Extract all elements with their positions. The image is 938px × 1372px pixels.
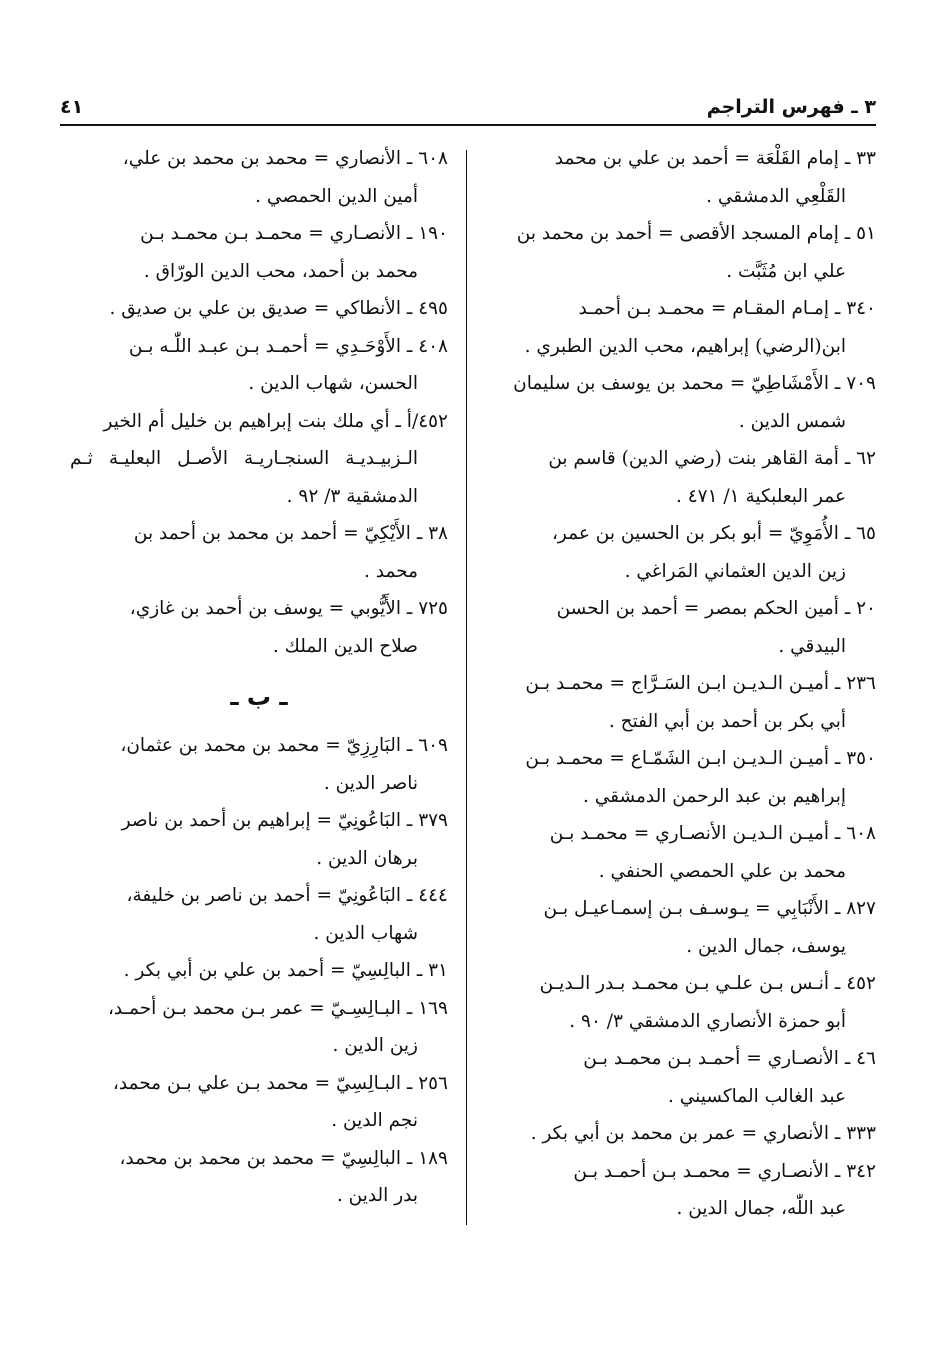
entry-continuation: الـزبيـديـة السنجـاريـة الأصـل البعليـة ثـم الدمشقية ٣/ ٩٢ .	[70, 448, 418, 507]
index-entry	[70, 515, 448, 590]
entry-continuation: علي ابن مُثَبَّت .	[726, 260, 846, 282]
entry-first-line: ٧٠٩ ـ الأَمْشَاطِيّ = محمد بن يوسف بن سليمان	[513, 373, 876, 394]
entry-continuation: إبراهيم بن عبد الرحمن الدمشقي .	[582, 785, 846, 807]
right-column	[498, 140, 876, 1228]
index-entry	[498, 965, 876, 1040]
entry-continuation: عبد الغالب الماكسيني .	[668, 1085, 846, 1107]
entry-continuation: نجم الدين .	[331, 1110, 418, 1131]
entry-continuation: الحسن، شهاب الدين .	[248, 373, 418, 394]
index-entry	[498, 815, 876, 890]
entry-first-line: ٤٦ ـ الأنصـاري = أحمـد بـن محمـد بـن	[583, 1048, 876, 1069]
index-entry	[498, 290, 876, 365]
entry-first-line: ٣٧٩ ـ البَاعُونِيّ = إبراهيم بن أحمد بن ناصر	[121, 810, 448, 831]
index-entry	[498, 515, 876, 590]
header-rule	[60, 124, 876, 126]
index-entry	[70, 1140, 448, 1215]
index-entry	[70, 290, 448, 328]
entry-first-line: ٢٣٦ ـ أميـن الـديـن ابـن السَـرَّاج = محمـد بـن	[525, 673, 876, 694]
index-entry	[498, 740, 876, 815]
index-entry	[498, 440, 876, 515]
entry-first-line: ٣٤٠ ـ إمـام المقـام = محمـد بـن أحمـد	[578, 298, 876, 319]
entry-continuation: القَلْعِي الدمشقي .	[706, 185, 846, 207]
entry-first-line: ٣٨ ـ الأَيْكِيّ = أحمد بن محمد بن أحمد بن	[133, 523, 448, 544]
index-entry	[70, 328, 448, 403]
entry-continuation: ناصر الدين .	[323, 772, 418, 794]
entry-first-line: ١٨٩ ـ البالِسِيّ = محمد بن محمد بن محمد،	[119, 1147, 448, 1169]
entry-continuation: زين الدين .	[332, 1035, 418, 1056]
index-entry	[498, 1115, 876, 1153]
entry-first-line: ١٦٩ ـ البـالِسِـيّ = عمر بـن محمد بـن أحمـد،	[107, 997, 448, 1019]
section-letter-ba: ـ ب ـ	[230, 683, 288, 711]
entry-first-line: ٦٠٨ ـ الأنصاري = محمد بن محمد بن علي،	[122, 148, 448, 169]
entry-first-line: ٣٥٠ ـ أميـن الـديـن ابـن الشَمّـاع = محمـد بـن	[525, 748, 876, 769]
index-entry	[498, 140, 876, 215]
index-entry	[498, 365, 876, 440]
entry-first-line: ٤٤٤ ـ البَاعُونِيّ = أحمد بن ناصر بن خليفة،	[126, 885, 448, 906]
entry-first-line: ٤٥٢ ـ أنـس بـن علـي بـن محمـد بـدر الـديـن	[539, 973, 876, 994]
index-entry	[70, 990, 448, 1065]
entry-first-line: ٤٩٥ ـ الأنطاكي = صديق بن علي بن صديق .	[109, 298, 448, 319]
index-entry	[498, 215, 876, 290]
page-number: ٤١	[60, 96, 84, 118]
index-entry	[70, 215, 448, 290]
index-entry	[498, 890, 876, 965]
index-entry	[70, 727, 448, 802]
entry-first-line: ٤٠٨ ـ الأَوْحَـدِي = أحمـد بـن عبـد اللّٰـه بـن	[128, 335, 448, 357]
entry-first-line: ١٩٠ ـ الأنصـاري = محمـد بـن محمـد بـن	[140, 223, 448, 244]
index-entry	[498, 1040, 876, 1115]
entry-first-line: ٣١ ـ البالِسِيّ = أحمد بن علي بن أبي بكر .	[123, 960, 448, 981]
entry-continuation: أبو حمزة الأنصاري الدمشقي ٣/ ٩٠ .	[569, 1010, 846, 1032]
index-entry	[70, 140, 448, 215]
entry-continuation: محمد .	[363, 560, 418, 582]
entry-first-line: ٧٢٥ ـ الأَيُّوبي = يوسف بن أحمد بن غازي،	[129, 598, 448, 619]
running-title: ٣ ـ فهرس التراجم	[706, 96, 876, 118]
entry-continuation: زين الدين العثماني المَراغي .	[624, 560, 846, 582]
left-column-entries-alif	[70, 140, 448, 665]
entry-continuation: برهان الدين .	[316, 847, 418, 869]
entry-continuation: شهاب الدين .	[313, 922, 418, 944]
entry-first-line: ٦٢ ـ أمة القاهر بنت (رضي الدين) قاسم بن	[548, 448, 876, 469]
entry-first-line: ٥١ ـ إمام المسجد الأقصى = أحمد بن محمد بن	[516, 223, 876, 244]
left-column-entries-ba	[70, 727, 448, 1215]
index-entry	[70, 802, 448, 877]
index-entry	[70, 877, 448, 952]
left-column	[70, 140, 448, 1215]
index-entry	[70, 403, 448, 516]
index-entry	[70, 1065, 448, 1140]
entry-continuation: البيدقي .	[778, 635, 846, 657]
index-entry	[70, 952, 448, 990]
page-header	[60, 84, 876, 118]
index-entry	[498, 1153, 876, 1228]
entry-continuation: أبي بكر بن أحمد بن أبي الفتح .	[608, 710, 846, 732]
entry-continuation: بدر الدين .	[336, 1185, 418, 1206]
entry-first-line: ٦٥ ـ الأُمَوِيّ = أبو بكر بن الحسين بن عمر،	[551, 523, 876, 544]
entry-continuation: أمين الدين الحمصي .	[255, 185, 418, 207]
entry-continuation: عبد اللّٰه، جمال الدين .	[676, 1198, 846, 1219]
entry-first-line: ٤٥٢/أ ـ أي ملك بنت إبراهيم بن خليل أم الخير	[103, 410, 448, 432]
column-divider	[466, 150, 467, 1225]
index-entry	[70, 590, 448, 665]
entry-first-line: ٣٤٢ ـ الأنصـاري = محمـد بـن أحمـد بـن	[573, 1160, 876, 1182]
entry-continuation: صلاح الدين الملك .	[272, 635, 418, 657]
entry-continuation: ابن(الرضي) إبراهيم، محب الدين الطبري .	[524, 335, 846, 357]
entry-continuation: محمد بن أحمد، محب الدين الورّاق .	[143, 260, 418, 282]
entry-continuation: يوسف، جمال الدين .	[686, 935, 846, 957]
entry-first-line: ٢٠ ـ أمين الحكم بمصر = أحمد بن الحسن	[556, 598, 876, 619]
entry-first-line: ٦٠٩ ـ البَارِزِيّ = محمد بن محمد بن عثمان،	[120, 735, 448, 756]
entry-continuation: عمر البعلبكية ١/ ٤٧١ .	[675, 485, 846, 507]
entry-first-line: ٦٠٨ ـ أميـن الـديـن الأنصـاري = محمـد بـن	[549, 823, 876, 844]
entry-first-line: ٢٥٦ ـ البـالِسِيّ = محمد بـن علي بـن محمد،	[112, 1072, 448, 1094]
index-entry	[498, 590, 876, 665]
index-entry	[498, 665, 876, 740]
entry-first-line: ٣٣٣ ـ الأنصاري = عمر بن محمد بن أبي بكر .	[530, 1123, 876, 1144]
entry-continuation: شمس الدين .	[738, 410, 846, 432]
entry-first-line: ٣٣ ـ إمام القَلْعَة = أحمد بن علي بن محمد	[554, 148, 876, 169]
entry-continuation: محمد بن علي الحمصي الحنفي .	[598, 860, 846, 882]
entry-first-line: ٨٢٧ ـ الأَنْبَابِي = يـوسـف بـن إسمـاعيـل بـن	[543, 898, 876, 919]
